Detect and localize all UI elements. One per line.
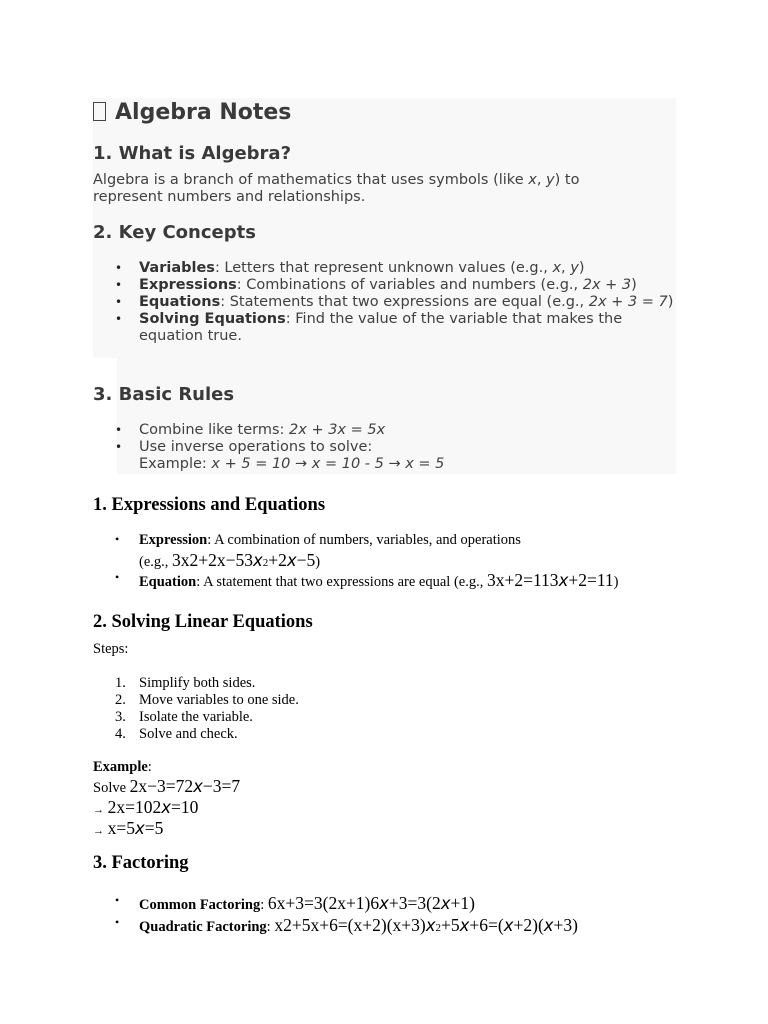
arrow-icon: → bbox=[93, 825, 104, 837]
step-number: 1. bbox=[115, 675, 126, 691]
list-item bbox=[93, 277, 676, 294]
math-part: 2 bbox=[435, 922, 442, 934]
math-part: =10 bbox=[171, 797, 199, 817]
notes-title-text: Algebra Notes bbox=[115, 100, 292, 125]
math-part: 2x=102 bbox=[107, 797, 162, 817]
math bbox=[268, 893, 475, 913]
list-item bbox=[93, 570, 619, 591]
math-part: +5 bbox=[441, 915, 460, 935]
list-item bbox=[93, 893, 578, 914]
step-item bbox=[93, 675, 299, 692]
step-item bbox=[93, 726, 299, 743]
text: Example: bbox=[139, 456, 212, 472]
step-text: Solve and check. bbox=[139, 726, 238, 742]
math-part: 3x+2=113 bbox=[486, 570, 559, 590]
text: Algebra is a branch of mathematics that uses symbols (like bbox=[93, 172, 529, 188]
text: , bbox=[536, 172, 547, 188]
math-var: x bbox=[558, 571, 569, 590]
step-item bbox=[93, 709, 299, 726]
example-line-1 bbox=[93, 776, 240, 797]
math bbox=[274, 915, 578, 935]
step-text: Move variables to one side. bbox=[139, 692, 299, 708]
list-item bbox=[93, 439, 676, 456]
doc-heading-linear-equations: 2. Solving Linear Equations bbox=[93, 612, 313, 632]
notes-heading-key-concepts: 2. Key Concepts bbox=[93, 222, 256, 243]
text: : Letters that represent unknown values (e.g., bbox=[214, 260, 553, 276]
math-var: x bbox=[459, 916, 470, 935]
notes-heading-basic-rules: 3. Basic Rules bbox=[93, 384, 235, 405]
text: ) bbox=[613, 574, 619, 590]
math-part: 2x−3=72 bbox=[129, 776, 194, 796]
example: x + 5 = 10 → x = 10 - 5 → x = 5 bbox=[211, 456, 445, 472]
term: Equation bbox=[139, 574, 197, 590]
example: 2x + 3 bbox=[582, 277, 632, 293]
text: ) bbox=[315, 554, 321, 570]
text: ) bbox=[631, 277, 637, 293]
math-var: x bbox=[135, 819, 145, 838]
math bbox=[172, 550, 315, 570]
math-part: +6=( bbox=[469, 915, 504, 935]
example-label-text: Example bbox=[93, 759, 148, 775]
steps-list bbox=[93, 675, 299, 743]
term: Solving Equations bbox=[139, 311, 286, 327]
example-label bbox=[93, 759, 152, 776]
list-item bbox=[93, 532, 521, 549]
math-part: x2+5x+6=(x+2)(x+3) bbox=[274, 915, 426, 935]
math bbox=[108, 797, 199, 817]
text: (e.g., bbox=[139, 554, 173, 570]
example: x bbox=[552, 260, 562, 276]
math-part: +2 bbox=[268, 550, 287, 570]
factoring-list bbox=[93, 893, 578, 936]
text: : Statements that two expressions are equal (e.g., bbox=[220, 294, 589, 310]
var: x bbox=[528, 172, 537, 188]
text: : Find the value of the variable that makes the equation true. bbox=[139, 311, 623, 344]
math-var: x bbox=[193, 777, 203, 796]
list-item bbox=[93, 422, 676, 439]
list-item-continuation bbox=[93, 456, 676, 473]
math-part: +2)( bbox=[513, 915, 544, 935]
text: : bbox=[147, 759, 152, 775]
text: : A combination of numbers, variables, and operations bbox=[207, 532, 521, 548]
step-number: 2. bbox=[115, 692, 126, 708]
text: Use inverse operations to solve: bbox=[139, 439, 373, 455]
math-var: x bbox=[286, 551, 297, 570]
list-item bbox=[93, 311, 676, 345]
math-var: x bbox=[253, 551, 263, 570]
math-part: +2=11 bbox=[568, 570, 614, 590]
term: Quadratic Factoring bbox=[139, 919, 267, 935]
algebra-notes-card bbox=[93, 98, 676, 474]
term: Expression bbox=[139, 532, 208, 548]
equations-list bbox=[93, 570, 619, 591]
term: Expressions bbox=[139, 277, 237, 293]
text: : bbox=[260, 897, 268, 913]
step-text: Simplify both sides. bbox=[139, 675, 256, 691]
math-part: =5 bbox=[144, 818, 164, 838]
step-text: Isolate the variable. bbox=[139, 709, 253, 725]
notes-paragraph-definition bbox=[93, 172, 633, 206]
step-item bbox=[93, 692, 299, 709]
example: 2x + 3x = 5x bbox=[289, 422, 386, 438]
doc-heading-factoring: 3. Factoring bbox=[93, 853, 189, 873]
term: Variables bbox=[139, 260, 215, 276]
text: : bbox=[266, 919, 275, 935]
example: y bbox=[570, 260, 579, 276]
step-number: 3. bbox=[115, 709, 126, 725]
math-part: −5 bbox=[296, 550, 316, 570]
example: 2x + 3 = 7 bbox=[588, 294, 668, 310]
doc-heading-expressions-equations: 1. Expressions and Equations bbox=[93, 495, 326, 515]
math bbox=[487, 570, 614, 590]
math bbox=[108, 818, 164, 838]
example-line-3 bbox=[93, 818, 163, 839]
math-part: −3=7 bbox=[202, 776, 241, 796]
list-item bbox=[93, 915, 578, 936]
text: Combine like terms: bbox=[139, 422, 290, 438]
text: ) bbox=[578, 260, 585, 276]
text: Solve bbox=[93, 780, 130, 796]
list-item bbox=[93, 260, 676, 277]
math-var: x bbox=[503, 916, 514, 935]
basic-rules-list bbox=[93, 422, 676, 473]
math-part: +3=3(2 bbox=[388, 893, 441, 913]
var: y bbox=[546, 172, 555, 188]
math-var: x bbox=[379, 894, 389, 913]
text: ) bbox=[667, 294, 674, 310]
term: Equations bbox=[139, 294, 221, 310]
math-var: x bbox=[543, 916, 554, 935]
notes-heading-what-is-algebra: 1. What is Algebra? bbox=[93, 143, 292, 164]
math bbox=[130, 776, 241, 796]
math-var: x bbox=[425, 916, 436, 935]
step-number: 4. bbox=[115, 726, 126, 742]
math-part: 3x2+2x−53 bbox=[172, 550, 254, 570]
notes-title bbox=[93, 100, 291, 125]
expressions-list bbox=[93, 532, 521, 549]
math-part: +3) bbox=[553, 915, 578, 935]
text: : Combinations of variables and numbers (e.g., bbox=[236, 277, 583, 293]
math-part: +1) bbox=[450, 893, 475, 913]
list-item bbox=[93, 294, 676, 311]
expression-example bbox=[139, 550, 320, 571]
example-line-2 bbox=[93, 797, 198, 818]
key-concepts-list bbox=[93, 260, 676, 345]
math-var: x bbox=[161, 798, 172, 817]
term: Common Factoring bbox=[139, 897, 261, 913]
text: : A statement that two expressions are equal (e.g., bbox=[196, 574, 487, 590]
steps-label: Steps: bbox=[93, 641, 129, 657]
math-part: x=5 bbox=[107, 818, 135, 838]
math-part: 6x+3=3(2x+1)6 bbox=[267, 893, 380, 913]
text: ) to represent numbers and relationships. bbox=[93, 172, 580, 205]
text: , bbox=[561, 260, 571, 276]
arrow-icon: → bbox=[93, 804, 104, 816]
math-part: 2 bbox=[262, 557, 269, 569]
missing-glyph-icon bbox=[93, 102, 106, 121]
math-var: x bbox=[440, 894, 451, 913]
